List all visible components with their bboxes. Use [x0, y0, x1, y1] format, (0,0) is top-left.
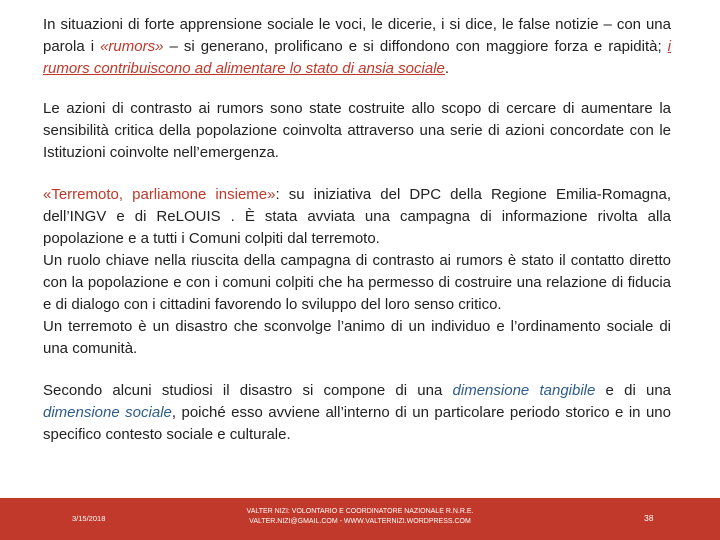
p6-text-a: Secondo alcuni studiosi il disastro si compone di una: [43, 382, 453, 399]
p1-rumors-term: «rumors»: [100, 38, 164, 55]
footer-author: [210, 507, 510, 527]
p1-text-c: – si generano, prolificano e si diffondono con maggiore forza e rapidità;: [163, 38, 668, 55]
p6-text-e: , poiché esso avviene all’interno di un particolare periodo storico e in uno specifico contesto sociale e culturale.: [43, 404, 671, 443]
p6-tangible-term: dimensione tangibile: [452, 382, 596, 399]
p1-highlight: i rumors contribuiscono ad alimentare lo stato di ansia sociale: [43, 38, 671, 77]
p6-social-term: dimensione sociale: [43, 404, 172, 421]
p3-campaign-title: «Terremoto, parliamone insieme»: [43, 186, 276, 203]
footer-date: 3/15/2018: [72, 514, 106, 523]
paragraph-rumors-intro: [43, 14, 671, 80]
footer-author-line1: VALTER NIZI: VOLONTARIO E COORDINATORE NAZIONALE R.N.R.E.: [246, 508, 474, 515]
p6-text-c: e di una: [595, 382, 672, 399]
paragraph-earthquake: Un terremoto è un disastro che sconvolge l’animo di un individuo e l’ordinamento sociale di una comunità.: [43, 318, 671, 357]
p1-text-a: In situazioni di forte apprensione sociale le voci, le dicerie, i si dice, le false notizie – con una parola i: [43, 16, 671, 55]
p1-text-e: .: [444, 60, 450, 77]
paragraph-contrast-actions: Le azioni di contrasto ai rumors sono state costruite allo scopo di cercare di aumentare la sensibilità critica della popolazione coinvolta attraverso una serie di azioni concordate con le Istituzioni coinvolte nell’emergenza.: [43, 100, 671, 161]
paragraph-key-role: Un ruolo chiave nella riuscita della campagna di contrasto ai rumors è stato il contatto diretto con la popolazione e con i comuni colpiti che ha permesso di costruire una relazione di fiducia e di dialogo con i cittadini favorendo lo sviluppo del loro senso critico.: [43, 252, 671, 313]
p3-text-b: : su iniziativa del DPC della Regione Emilia-Romagna, dell’INGV e di ReLOUIS . È stata avviata una campagna di informazione rivolta alla popolazione e a tutti i Comuni colpiti dal terremoto.: [43, 186, 671, 247]
slide-footer: [0, 498, 720, 540]
footer-author-line2: VALTER.NIZI@GMAIL.COM - WWW.VALTERNIZI.WORDPRESS.COM: [249, 518, 471, 525]
slide-content: [43, 14, 671, 446]
paragraph-disaster-dimensions: [43, 380, 671, 446]
paragraph-campaign: [43, 184, 671, 250]
footer-page-number: 38: [644, 513, 654, 523]
